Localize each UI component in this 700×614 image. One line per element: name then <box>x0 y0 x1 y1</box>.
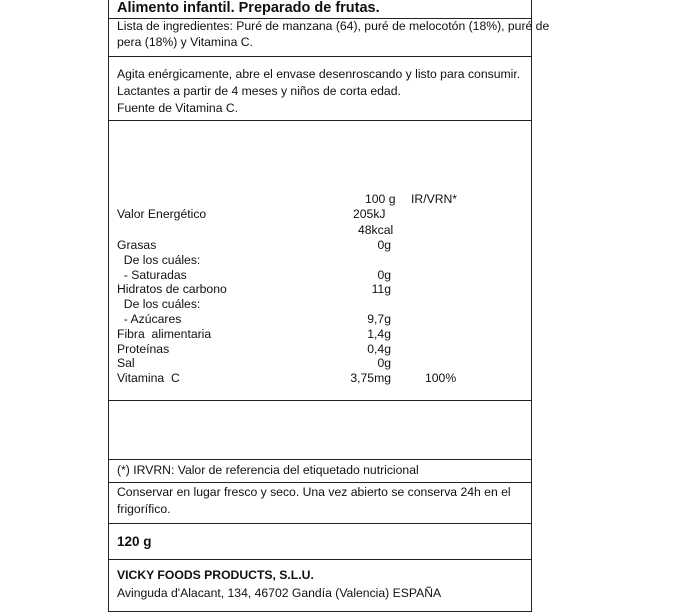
nutrient-label: - Azúcares <box>117 312 182 326</box>
nutrient-value: 0g <box>377 238 391 252</box>
divider <box>109 559 531 560</box>
nutrition-header-100g: 100 g <box>365 192 396 206</box>
nutrition-row <box>109 238 531 253</box>
divider <box>109 400 531 401</box>
nutrient-value: 3,75mg <box>350 371 391 386</box>
instructions-line-2: Lactantes a partir de 4 meses y niños de corta edad. <box>117 84 401 98</box>
company-name: VICKY FOODS PRODUCTS, S.L.U. <box>117 568 314 582</box>
storage-line-1: Conservar en lugar fresco y seco. Una vez abierto se conserva 24h en el <box>117 485 511 499</box>
energy-kj: 205kJ <box>353 207 386 221</box>
nutrient-value: 1,4g <box>367 326 391 341</box>
nutrient-value: 0g <box>377 356 391 371</box>
nutrient-ir-percent: 100% <box>425 371 457 386</box>
nutrition-row <box>109 312 531 327</box>
nutrient-label: Hidratos de carbono <box>117 282 227 297</box>
nutrient-label: De los cuáles: <box>117 252 201 267</box>
nutrition-row <box>109 371 531 386</box>
nutrition-row <box>109 297 531 312</box>
nutrient-label: De los cuáles: <box>117 297 201 312</box>
instructions-line-1: Agita enérgicamente, abre el envase desenroscando y listo para consumir. <box>117 67 521 81</box>
nutrient-label: Fibra alimentaria <box>117 326 212 341</box>
nutrition-row <box>109 282 531 297</box>
nutrition-row <box>109 356 531 371</box>
nutrient-value: 11g <box>371 282 391 297</box>
nutrition-row <box>109 327 531 342</box>
nutrition-header-ir: IR/VRN* <box>411 192 458 206</box>
nutrient-value: 9,7g <box>367 312 391 326</box>
divider <box>109 459 531 460</box>
divider <box>109 523 531 524</box>
ingredients-line-2: pera (18%) y Vitamina C. <box>117 35 253 49</box>
nutrient-label: Grasas <box>117 238 157 252</box>
nutrient-label: Sal <box>117 356 135 371</box>
nutrient-value: 0,4g <box>367 341 391 356</box>
nutrient-value: 0g <box>377 267 391 282</box>
company-address: Avinguda d'Alacant, 134, 46702 Gandía (Valencia) ESPAÑA <box>117 586 442 600</box>
footnote: (*) IRVRN: Valor de referencia del etiquetado nutricional <box>117 463 419 477</box>
nutrient-label: Proteínas <box>117 341 170 356</box>
ingredients-line-1: Lista de ingredientes: Puré de manzana (64), puré de melocotón (18%), puré de <box>117 19 550 33</box>
nutrition-row <box>109 253 531 268</box>
product-title: Alimento infantil. Preparado de frutas. <box>117 0 380 16</box>
divider <box>109 482 531 483</box>
instructions-line-3: Fuente de Vitamina C. <box>117 101 239 115</box>
nutrition-row <box>109 268 531 283</box>
nutrient-label: Vitamina C <box>117 371 180 386</box>
storage-line-2: frigorífico. <box>117 502 171 516</box>
net-weight: 120 g <box>117 534 152 549</box>
energy-label: Valor Energético <box>117 207 207 221</box>
label-frame <box>108 0 550 612</box>
divider <box>109 56 531 57</box>
energy-kcal: 48kcal <box>358 223 394 237</box>
nutrient-label: - Saturadas <box>117 267 187 282</box>
divider <box>109 120 531 121</box>
nutrition-row <box>109 342 531 357</box>
